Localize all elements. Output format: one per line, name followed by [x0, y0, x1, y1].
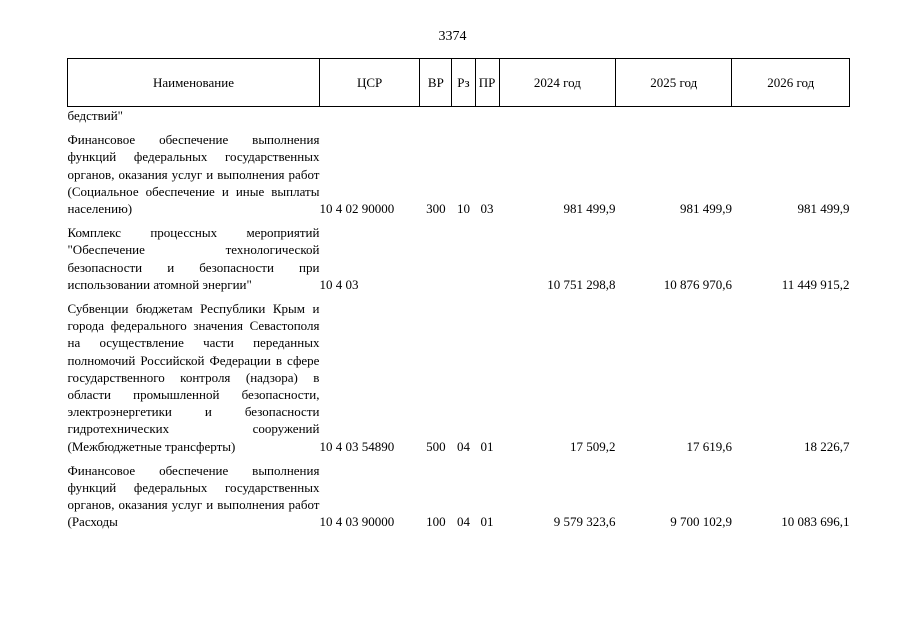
row-vr — [420, 224, 452, 293]
continuation-row — [68, 107, 850, 125]
row-2025: 17 619,6 — [686, 438, 732, 454]
row-csr: 10 4 03 90000 — [319, 514, 395, 530]
row-2024: 9 579 323,6 — [553, 514, 616, 530]
header-2026: 2026 год — [732, 59, 850, 107]
table-row — [68, 131, 850, 217]
row-2026: 10 083 696,1 — [781, 514, 850, 530]
row-pr: 03 — [480, 201, 494, 217]
row-rz — [452, 224, 475, 293]
header-2025: 2025 год — [616, 59, 732, 107]
header-name: Наименование — [68, 59, 320, 107]
row-rz: 04 — [456, 438, 470, 454]
row-csr: 10 4 02 90000 — [319, 201, 395, 217]
row-name: Комплекс процессных мероприятий "Обеспечение технологической безопасности и безопасности при использовании атомной энергии" — [67, 225, 320, 292]
row-2024: 17 509,2 — [570, 438, 616, 454]
row-2026: 11 449 915,2 — [781, 276, 850, 292]
row-2024: 10 751 298,8 — [547, 276, 616, 292]
row-rz: 10 — [456, 201, 470, 217]
table-row — [68, 300, 850, 455]
row-name: Финансовое обеспечение выполнения функций федеральных государственных органов, оказания услуг и выполнения работ (Расходы — [67, 462, 320, 530]
row-2025: 9 700 102,9 — [670, 514, 732, 530]
table-row — [68, 224, 850, 293]
row-vr: 300 — [426, 201, 446, 217]
row-2025: 10 876 970,6 — [663, 276, 732, 292]
row-pr — [475, 224, 499, 293]
table-header-row — [68, 59, 850, 107]
row-vr: 500 — [426, 438, 446, 454]
continuation-text: бедствий" — [67, 108, 123, 123]
header-rz: Рз — [452, 59, 475, 107]
table-row — [68, 462, 850, 531]
row-csr: 10 4 03 54890 — [319, 438, 395, 454]
row-pr: 01 — [480, 514, 494, 530]
row-2026: 981 499,9 — [797, 201, 850, 217]
row-pr: 01 — [480, 438, 494, 454]
page-number: 3374 — [438, 29, 467, 44]
row-name: Финансовое обеспечение выполнения функций федеральных государственных органов, оказания услуг и выполнения работ (Социальное обеспечение и иные выплаты населению) — [67, 132, 320, 217]
header-csr: ЦСР — [319, 59, 419, 107]
header-pr: ПР — [475, 59, 499, 107]
header-2024: 2024 год — [499, 59, 615, 107]
header-vr: ВР — [420, 59, 452, 107]
row-2025: 981 499,9 — [679, 201, 732, 217]
row-2026: 18 226,7 — [804, 438, 850, 454]
budget-table — [67, 58, 850, 531]
row-rz: 04 — [456, 514, 470, 530]
row-csr: 10 4 03 — [319, 276, 359, 292]
row-vr: 100 — [426, 514, 446, 530]
row-2024: 981 499,9 — [563, 201, 616, 217]
row-name: Субвенции бюджетам Республики Крым и города федерального значения Севастополя на осуществление части переданных полномочий Российской Федерации в сфере государственного контроля (надзора) в области промышленной безопасности, электроэнергетики и безопасности гидротехнических сооружений (Межбюджетные трансферты) — [67, 301, 320, 454]
